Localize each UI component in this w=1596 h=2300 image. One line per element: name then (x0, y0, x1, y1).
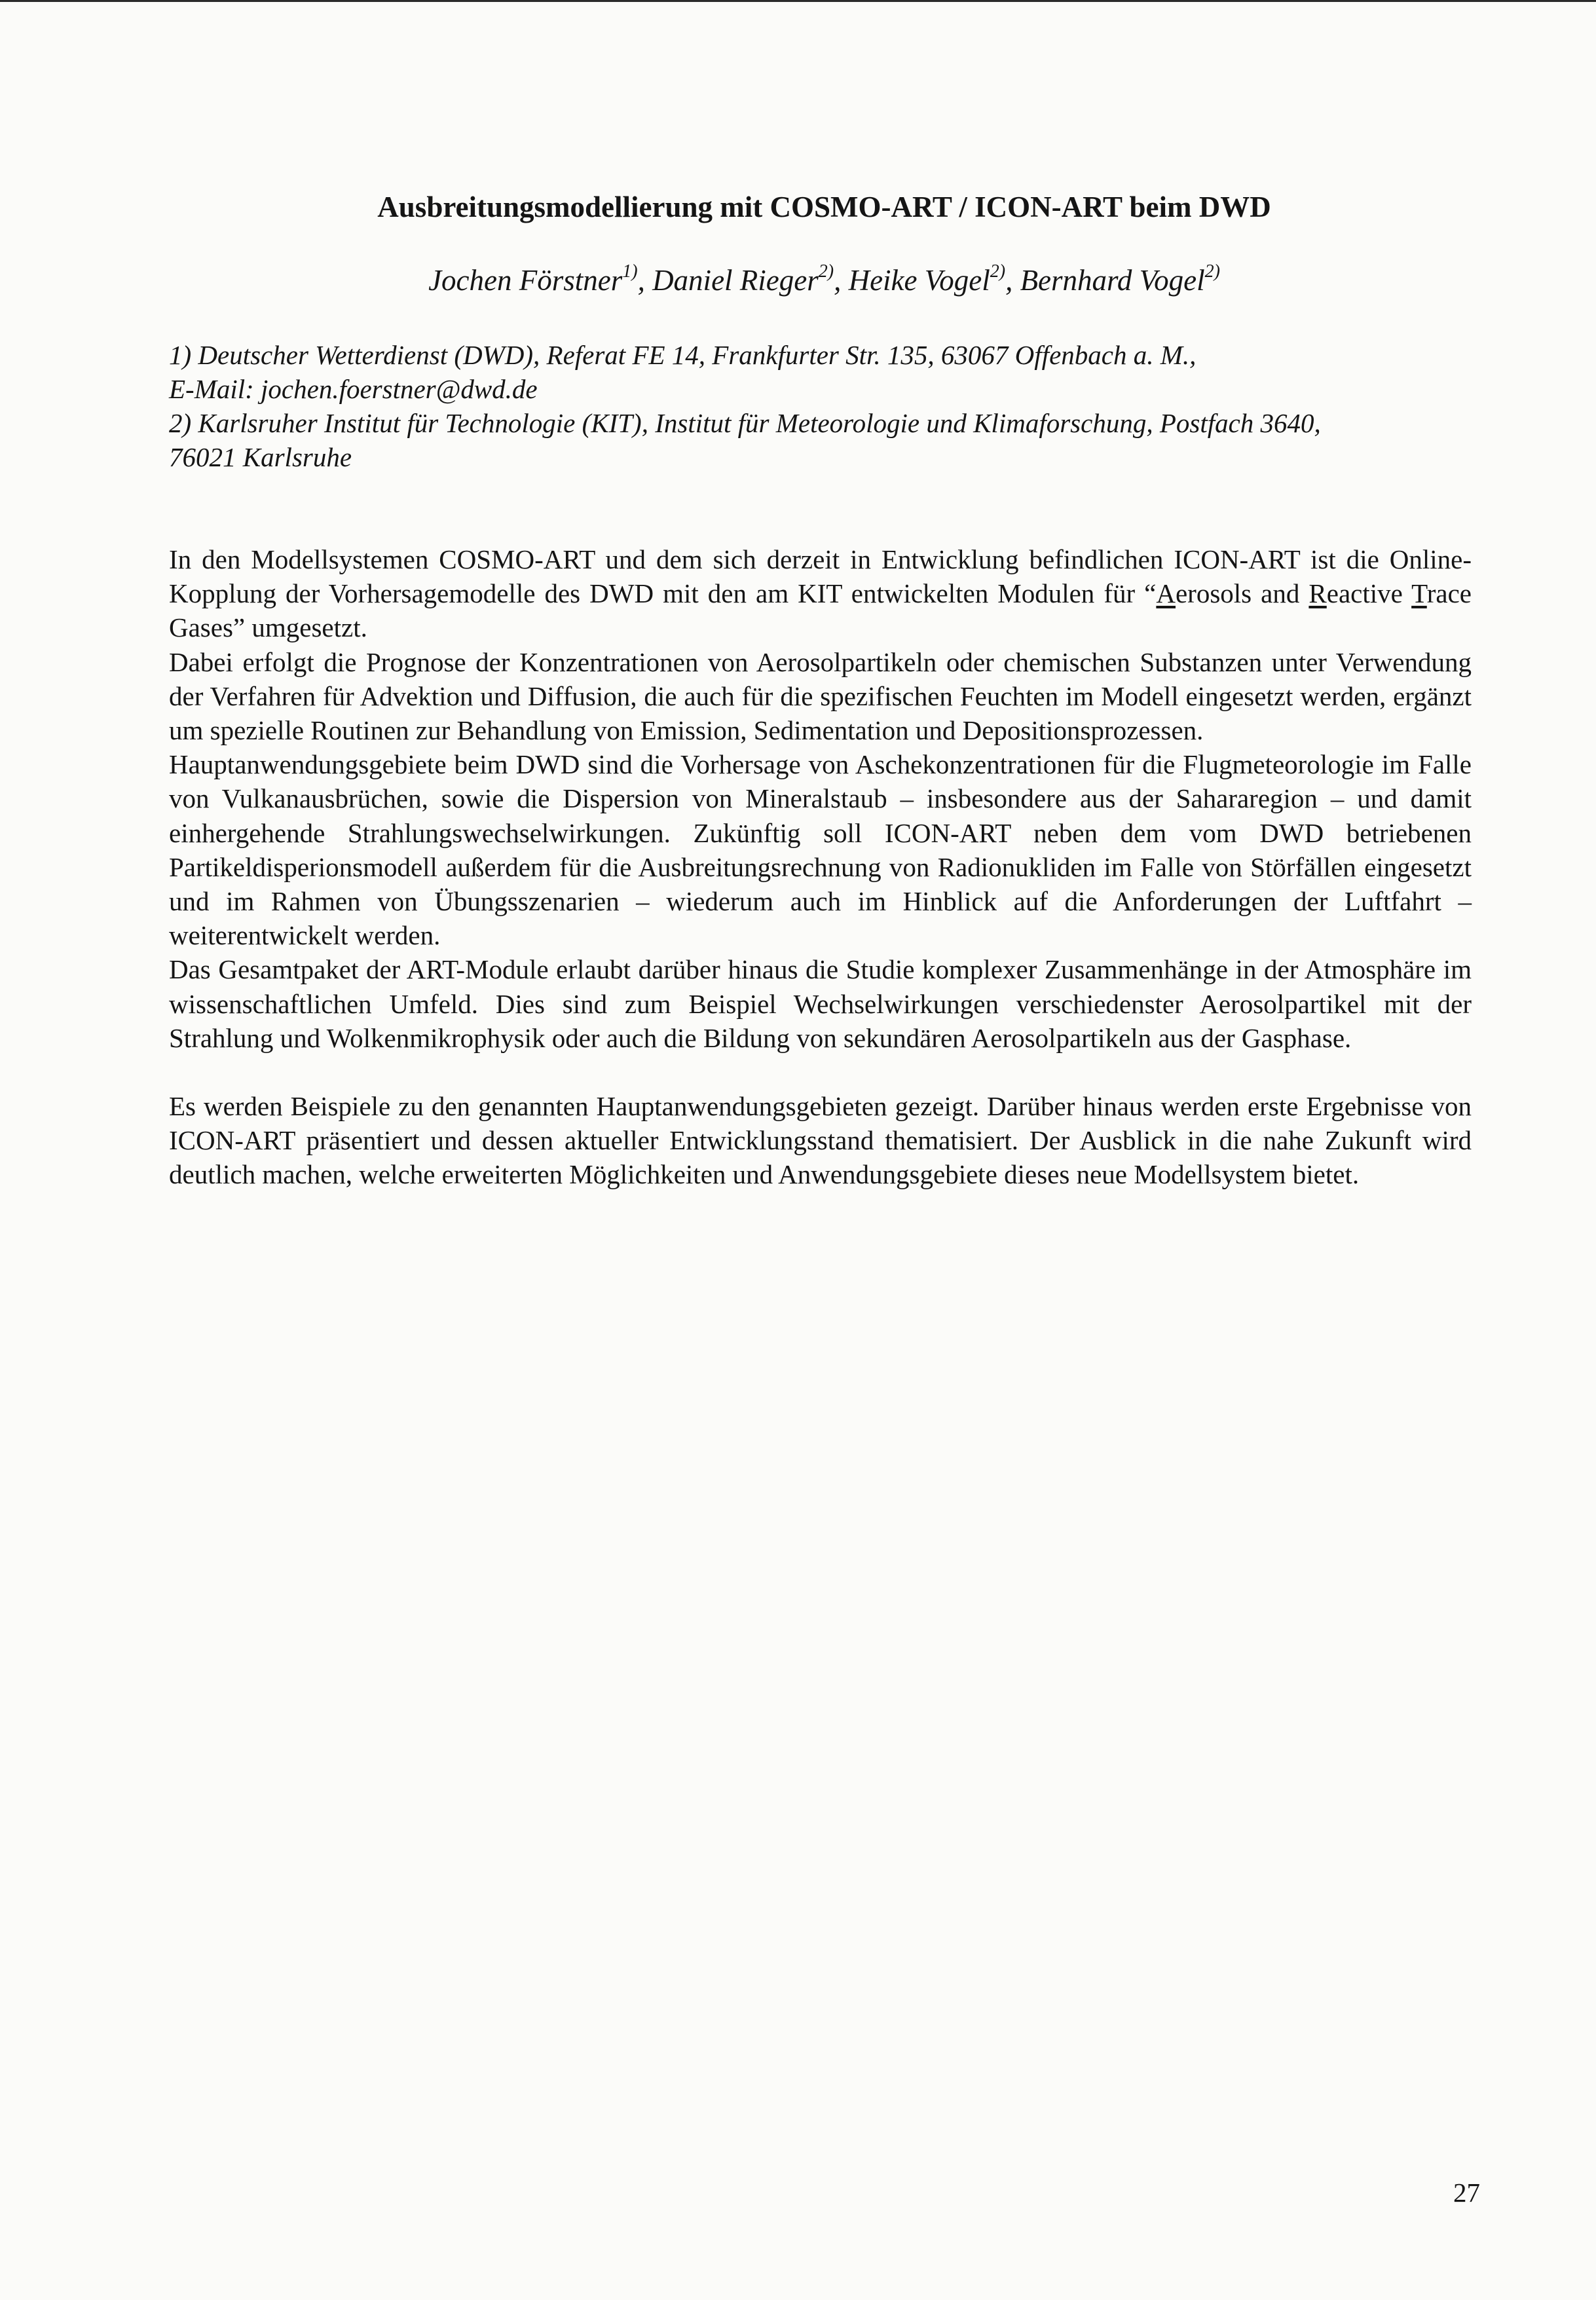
email-line: E-Mail: jochen.foerstner@dwd.de (169, 374, 538, 404)
affiliation-block (169, 338, 1485, 474)
abstract-paragraph: Dabei erfolgt die Prognose der Konzentrationen von Aerosolpartikeln oder chemischen Substanzen unter Verwendung der Verfahren für Advektion und Diffusion, die auch für die spezifischen Feuchten im Modell eingesetzt werden, ergänzt um spezielle Routinen zur Behandlung von Emission, Sedimentation und Depositionsprozessen. (169, 646, 1472, 746)
author-affiliation-mark: 2) (1204, 261, 1220, 282)
affiliation-line: 76021 Karlsruhe (169, 442, 352, 472)
acronym-letter: R (1308, 578, 1327, 609)
affiliation-line: 2) Karlsruher Institut für Technologie (KIT), Institut für Meteorologie und Klimaforschung, Postfach 3640, (169, 408, 1321, 438)
affiliation-line: 1) Deutscher Wetterdienst (DWD), Referat FE 14, Frankfurter Str. 135, 63067 Offenbach a. M., (169, 340, 1197, 370)
author-list (0, 261, 1596, 300)
abstract-paragraph: Es werden Beispiele zu den genannten Hauptanwendungsgebieten gezeigt. Darüber hinaus werden erste Ergebnisse von ICON-ART präsentiert und dessen aktueller Entwicklungsstand thematisiert. Der Ausblick in die nahe Zukunft wird deutlich machen, welche erweiterten Möglichkeiten und Anwendungsgebiete dieses neue Modellsystem bietet. (169, 1091, 1472, 1190)
acronym-letter: T (1411, 578, 1427, 609)
paragraph-text: race Gases” umgesetzt. (169, 578, 1472, 643)
paragraph-text: In den Modellsystemen COSMO-ART und dem sich derzeit in Entwicklung befindlichen ICON-ART ist die Online-Kopplung der Vorhersagemodelle des DWD mit den am KIT entwickelten Modulen für “ (169, 544, 1472, 609)
author-name: Jochen Förstner (428, 264, 623, 297)
author-separator: , (637, 264, 653, 297)
page-number: 27 (1453, 2178, 1480, 2208)
paper-title: Ausbreitungsmodellierung mit COSMO-ART / ICON-ART beim DWD (377, 191, 1271, 223)
abstract-paragraph: Das Gesamtpaket der ART-Module erlaubt darüber hinaus die Studie komplexer Zusammenhänge in der Atmosphäre im wissenschaftlichen Umfeld. Dies sind zum Beispiel Wechselwirkungen verschiedenster Aerosolpartikel mit der Strahlung und Wolkenmikrophysik oder auch die Bildung von sekundären Aerosolpartikeln aus der Gasphase. (169, 954, 1472, 1053)
author-name: Bernhard Vogel (1020, 264, 1205, 297)
paragraph-text: erosols and (1175, 578, 1309, 609)
author-separator: , (834, 264, 849, 297)
author-affiliation-mark: 2) (990, 261, 1006, 282)
author-name: Daniel Rieger (652, 264, 819, 297)
acronym-letter: A (1156, 578, 1176, 609)
author-affiliation-mark: 2) (818, 261, 834, 282)
page-top-edge (0, 0, 1596, 2)
paragraph-text: eactive (1326, 578, 1412, 609)
abstract-paragraph: Hauptanwendungsgebiete beim DWD sind die Vorhersage von Aschekonzentrationen für die Flugmeteorologie im Falle von Vulkanausbrüchen, sowie die Dispersion von Mineralstaub – insbesondere aus der Sahararegion – und damit einhergehende Strahlungswechselwirkungen. Zukünftig soll ICON-ART neben dem vom DWD betriebenen Partikeldisperionsmodell außerdem für die Ausbreitungsrechnung von Radionukliden im Falle von Störfällen eingesetzt und im Rahmen von Übungsszenarien – wiederum auch im Hinblick auf die Anforderungen der Luftfahrt – weiterentwickelt werden. (169, 749, 1472, 951)
abstract-body (169, 542, 1472, 1192)
abstract-paragraph (169, 542, 1472, 645)
author-name: Heike Vogel (848, 264, 990, 297)
author-separator: , (1005, 264, 1020, 297)
author-affiliation-mark: 1) (622, 261, 638, 282)
